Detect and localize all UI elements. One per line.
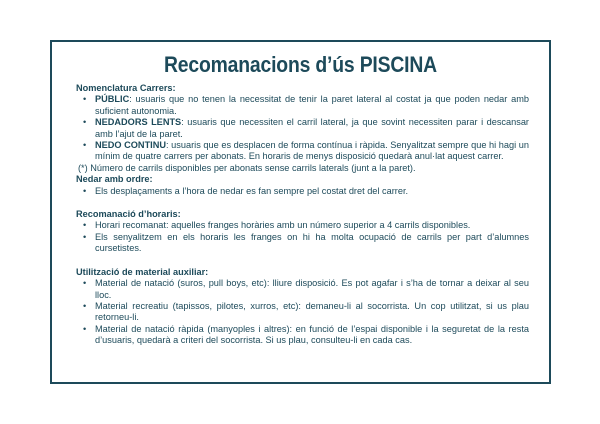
section-spacer [76,197,529,209]
nomenclatura-list [76,94,529,162]
list-item: • Material recreatiu (tapissos, pilotes, xurros, etc): demaneu-li al socorrista. Un cop utilitzat, si us plau retorneu-li. [76,301,529,324]
lane-term: PÚBLIC [95,94,130,105]
section-spacer [76,255,529,267]
section-heading-material: Utilització de material auxiliar: [76,266,209,277]
list-item [76,117,529,140]
lane-term: NEDO CONTINU [95,140,167,151]
list-item: • Material de natació (suros, pull boys, etc): lliure disposició. Es pot agafar i s’ha de tornar a deixar al seu lloc. [76,278,529,301]
lane-footnote: (*) Número de carrils disponibles per abonats sense carrils laterals (junt a la paret). [78,162,416,173]
list-item: • Els desplaçaments a l’hora de nedar es fan sempre pel costat dret del carrer. [76,186,529,197]
section-heading-nedar: Nedar amb ordre: [76,174,153,185]
lane-term: NEDADORS LENTS [95,117,182,128]
document-body [76,83,529,347]
list-item [76,140,529,163]
list-item [76,94,529,117]
horaris-list [76,220,529,254]
list-item: • Els senyalitzem en els horaris les franges on hi ha molta ocupació de carrils per part d’alumnes cursetistes. [76,232,529,255]
nedar-list [76,186,529,197]
list-item: • Material de natació ràpida (manyoples i altres): en funció de l’espai disponible i la seguretat de la resta d’usuaris, quedarà a criteri del socorrista. Si us plau, consulteu-li en cada cas. [76,324,529,347]
section-heading-horaris: Recomanació d’horaris: [76,209,181,220]
lane-description: : usuaris que no tenen la necessitat de tenir la paret lateral al costat ja que poden nedar amb suficient autonomia. [95,94,529,116]
lane-description: : usuaris que necessiten el carril lateral, ja que sovint necessiten parar i descansar amb l’ajut de la paret. [95,117,529,139]
list-item: • Horari recomanat: aquelles franges horàries amb un número superior a 4 carrils disponibles. [76,220,529,231]
lane-description: : usuaris que es desplacen de forma contínua i ràpida. Senyalitzat sempre que hi hagi un mínim de quatre carrers per abonats. En horaris de menys disposició quedarà anul·lat aquest carrer. [95,140,530,162]
document-frame [50,40,551,384]
section-heading-nomenclatura: Nomenclatura Carrers: [76,83,176,93]
material-list [76,278,529,346]
page-title: Recomanacions d’ús PISCINA [164,52,437,77]
